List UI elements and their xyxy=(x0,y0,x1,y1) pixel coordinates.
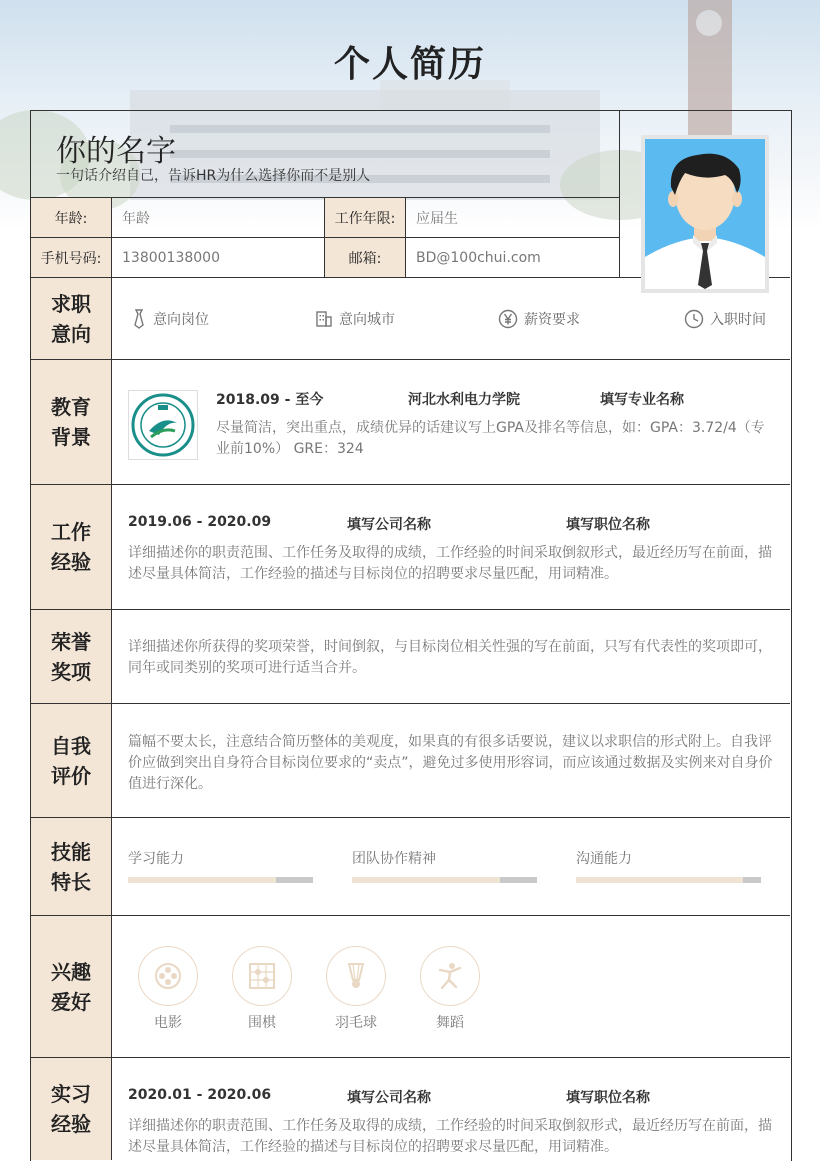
section-label-self-eval-text: 自我 评价 xyxy=(51,733,91,788)
section-label-education xyxy=(31,360,111,484)
skill-bar-teamwork xyxy=(352,877,537,883)
honors-description: 详细描述你所获得的奖项荣誉，时间倒叙，与目标岗位相关性强的写在前面，只写有代表性的奖项即可，同年或同类别的奖项可进行适当合并。 xyxy=(128,639,772,676)
page-title: 个人简历 xyxy=(333,44,486,85)
section-label-honors xyxy=(31,610,111,703)
skill-name-communication: 沟通能力 xyxy=(576,851,632,867)
yen-icon xyxy=(498,309,518,329)
hobby-go xyxy=(232,946,292,1031)
hobby-badminton xyxy=(326,946,386,1031)
section-label-honors-text: 荣誉 奖项 xyxy=(51,629,91,684)
intent-position xyxy=(131,309,209,329)
intent-city-label: 意向城市 xyxy=(339,312,395,328)
building-icon xyxy=(315,310,333,328)
section-label-internship xyxy=(31,1058,111,1160)
skill-bar-learning xyxy=(128,877,313,883)
go-board-icon xyxy=(246,960,278,992)
section-label-intent xyxy=(31,278,111,359)
hobby-badminton-label: 羽毛球 xyxy=(335,1015,377,1031)
person-name: 你的名字 xyxy=(56,134,176,169)
internship-position: 填写职位名称 xyxy=(566,1090,650,1106)
clock-icon xyxy=(684,309,704,329)
hobby-go-label: 围棋 xyxy=(248,1015,276,1031)
intent-salary-label: 薪资要求 xyxy=(524,312,580,328)
shuttlecock-icon xyxy=(340,960,372,992)
dancer-icon xyxy=(434,960,466,992)
intent-salary xyxy=(498,309,580,329)
hobby-movie-label: 电影 xyxy=(154,1015,182,1031)
section-label-internship-text: 实习 经验 xyxy=(51,1082,91,1136)
education-description: 尽量简洁，突出重点，成绩优异的话建议写上GPA及排名等信息，如：GPA：3.72/4（专业前10%） GRE：324 xyxy=(216,420,765,457)
hobby-dance xyxy=(420,946,480,1031)
skill-name-learning: 学习能力 xyxy=(128,851,184,867)
years-label: 工作年限: xyxy=(325,198,405,237)
skill-fill-communication xyxy=(576,877,743,883)
self-eval-description: 篇幅不要太长，注意结合简历整体的美观度，如果真的有很多话要说，建议以求职信的形式附上。自我评价应做到突出自身符合目标岗位要求的“卖点”，避免过多使用形容词，而应该通过数据及实例来对自身价值进行深化。 xyxy=(128,734,773,792)
phone-label: 手机号码: xyxy=(31,238,111,277)
section-label-skills-text: 技能 特长 xyxy=(51,839,91,894)
internship-period: 2020.01 - 2020.06 xyxy=(128,1087,272,1103)
section-label-self-eval xyxy=(31,704,111,817)
film-reel-icon xyxy=(152,960,184,992)
section-label-hobbies-text: 兴趣 爱好 xyxy=(51,959,91,1014)
age-value: 年龄 xyxy=(122,210,150,227)
school-logo xyxy=(128,390,198,460)
work-description: 详细描述你的职责范围、工作任务及取得的成绩，工作经验的时间采取倒叙形式，最近经历写在前面，描述尽量具体简洁，工作经验的描述与目标岗位的招聘要求尽量匹配，用词精准。 xyxy=(128,545,772,582)
section-label-hobbies xyxy=(31,916,111,1057)
intent-start-date xyxy=(684,309,766,329)
skill-fill-learning xyxy=(128,877,276,883)
skill-bar-communication xyxy=(576,877,761,883)
self-intro: 一句话介绍自己，告诉HR为什么选择你而不是别人 xyxy=(56,168,371,184)
phone-value: 13800138000 xyxy=(122,249,220,266)
intent-city xyxy=(315,309,395,329)
avatar xyxy=(645,139,765,289)
tie-icon xyxy=(131,309,147,329)
email-label: 邮箱: xyxy=(325,238,405,277)
education-school: 河北水利电力学院 xyxy=(408,392,520,408)
intent-start-date-label: 入职时间 xyxy=(710,312,766,328)
work-company: 填写公司名称 xyxy=(347,517,431,533)
work-position: 填写职位名称 xyxy=(566,517,650,533)
skill-name-teamwork: 团队协作精神 xyxy=(352,851,436,867)
section-label-education-text: 教育 背景 xyxy=(51,395,91,449)
section-label-skills xyxy=(31,818,111,915)
internship-company: 填写公司名称 xyxy=(347,1090,431,1106)
section-label-work xyxy=(31,485,111,609)
hobby-dance-label: 舞蹈 xyxy=(436,1015,464,1031)
hobby-movie xyxy=(138,946,198,1031)
intent-position-label: 意向岗位 xyxy=(153,312,209,328)
years-value: 应届生 xyxy=(416,210,458,227)
skill-fill-teamwork xyxy=(352,877,500,883)
section-label-work-text: 工作 经验 xyxy=(51,520,91,574)
email-value: BD@100chui.com xyxy=(416,249,541,266)
internship-description: 详细描述你的职责范围、工作任务及取得的成绩，工作经验的时间采取倒叙形式，最近经历写在前面，描述尽量具体简洁，工作经验的描述与目标岗位的招聘要求尽量匹配，用词精准。 xyxy=(128,1118,772,1155)
education-major: 填写专业名称 xyxy=(600,392,684,408)
age-label: 年龄: xyxy=(31,198,111,237)
section-label-intent-text: 求职 意向 xyxy=(51,291,91,346)
work-period: 2019.06 - 2020.09 xyxy=(128,514,272,530)
education-period: 2018.09 - 至今 xyxy=(216,392,324,408)
